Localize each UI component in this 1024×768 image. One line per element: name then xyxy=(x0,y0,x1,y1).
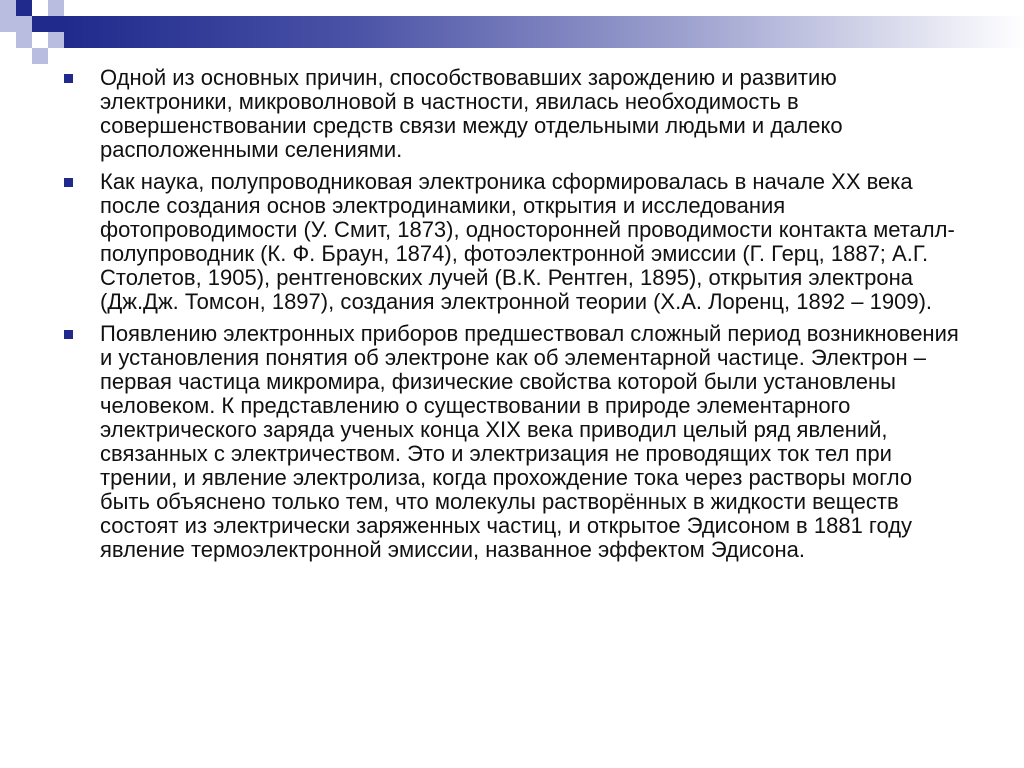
decor-square xyxy=(0,16,16,32)
decor-square xyxy=(48,0,64,16)
bullet-text: Одной из основных причин, способствовавших зарождению и развитию электроники, микроволновой в частности, явилась необходимость в совершенствовании средств связи между отдельными людьми и далеко расположенными селениями. xyxy=(100,65,843,162)
square-bullet-icon xyxy=(64,74,73,83)
list-item xyxy=(64,170,964,314)
bullet-text: Как наука, полупроводниковая электроника сформировалась в начале XX века после создания основ электродинамики, открытия и исследования фотопроводимости (У. Смит, 1873), односторонней проводимости контакта металл-полупроводник (К. Ф. Браун, 1874), фотоэлектронной эмиссии (Г. Герц, 1887; А.Г. Столетов, 1905), рентгеновских лучей (В.К. Рентген, 1895), открытия электрона (Дж.Дж. Томсон, 1897), создания электронной теории (Х.А. Лоренц, 1892 – 1909). xyxy=(100,169,955,314)
list-item xyxy=(64,66,964,162)
decor-square xyxy=(16,0,32,16)
decor-square xyxy=(32,48,48,64)
square-bullet-icon xyxy=(64,178,73,187)
decor-square xyxy=(48,16,64,32)
decor-square xyxy=(0,0,16,16)
decor-square xyxy=(32,16,48,32)
decor-square xyxy=(16,16,32,32)
list-item xyxy=(64,322,964,562)
decor-square xyxy=(48,32,64,48)
header-gradient-band xyxy=(64,16,1024,48)
square-bullet-icon xyxy=(64,330,73,339)
decor-square xyxy=(16,32,32,48)
bullet-text: Появлению электронных приборов предшествовал сложный период возникновения и установления понятия об электроне как об элементарной частице. Электрон – первая частица микромира, физические свойства которой были установлены человеком. К представлению о существовании в природе элементарного электрического заряда ученых конца XIX века приводил целый ряд явлений, связанных с электричеством. Это и электризация не проводящих ток тел при трении, и явление электролиза, когда прохождение тока через растворы могло быть объяснено только тем, что молекулы растворённых в жидкости веществ состоят из электрически заряженных частиц, и открытое Эдисоном в 1881 году явление термоэлектронной эмиссии, названное эффектом Эдисона. xyxy=(100,321,959,562)
bullet-list xyxy=(64,66,964,570)
